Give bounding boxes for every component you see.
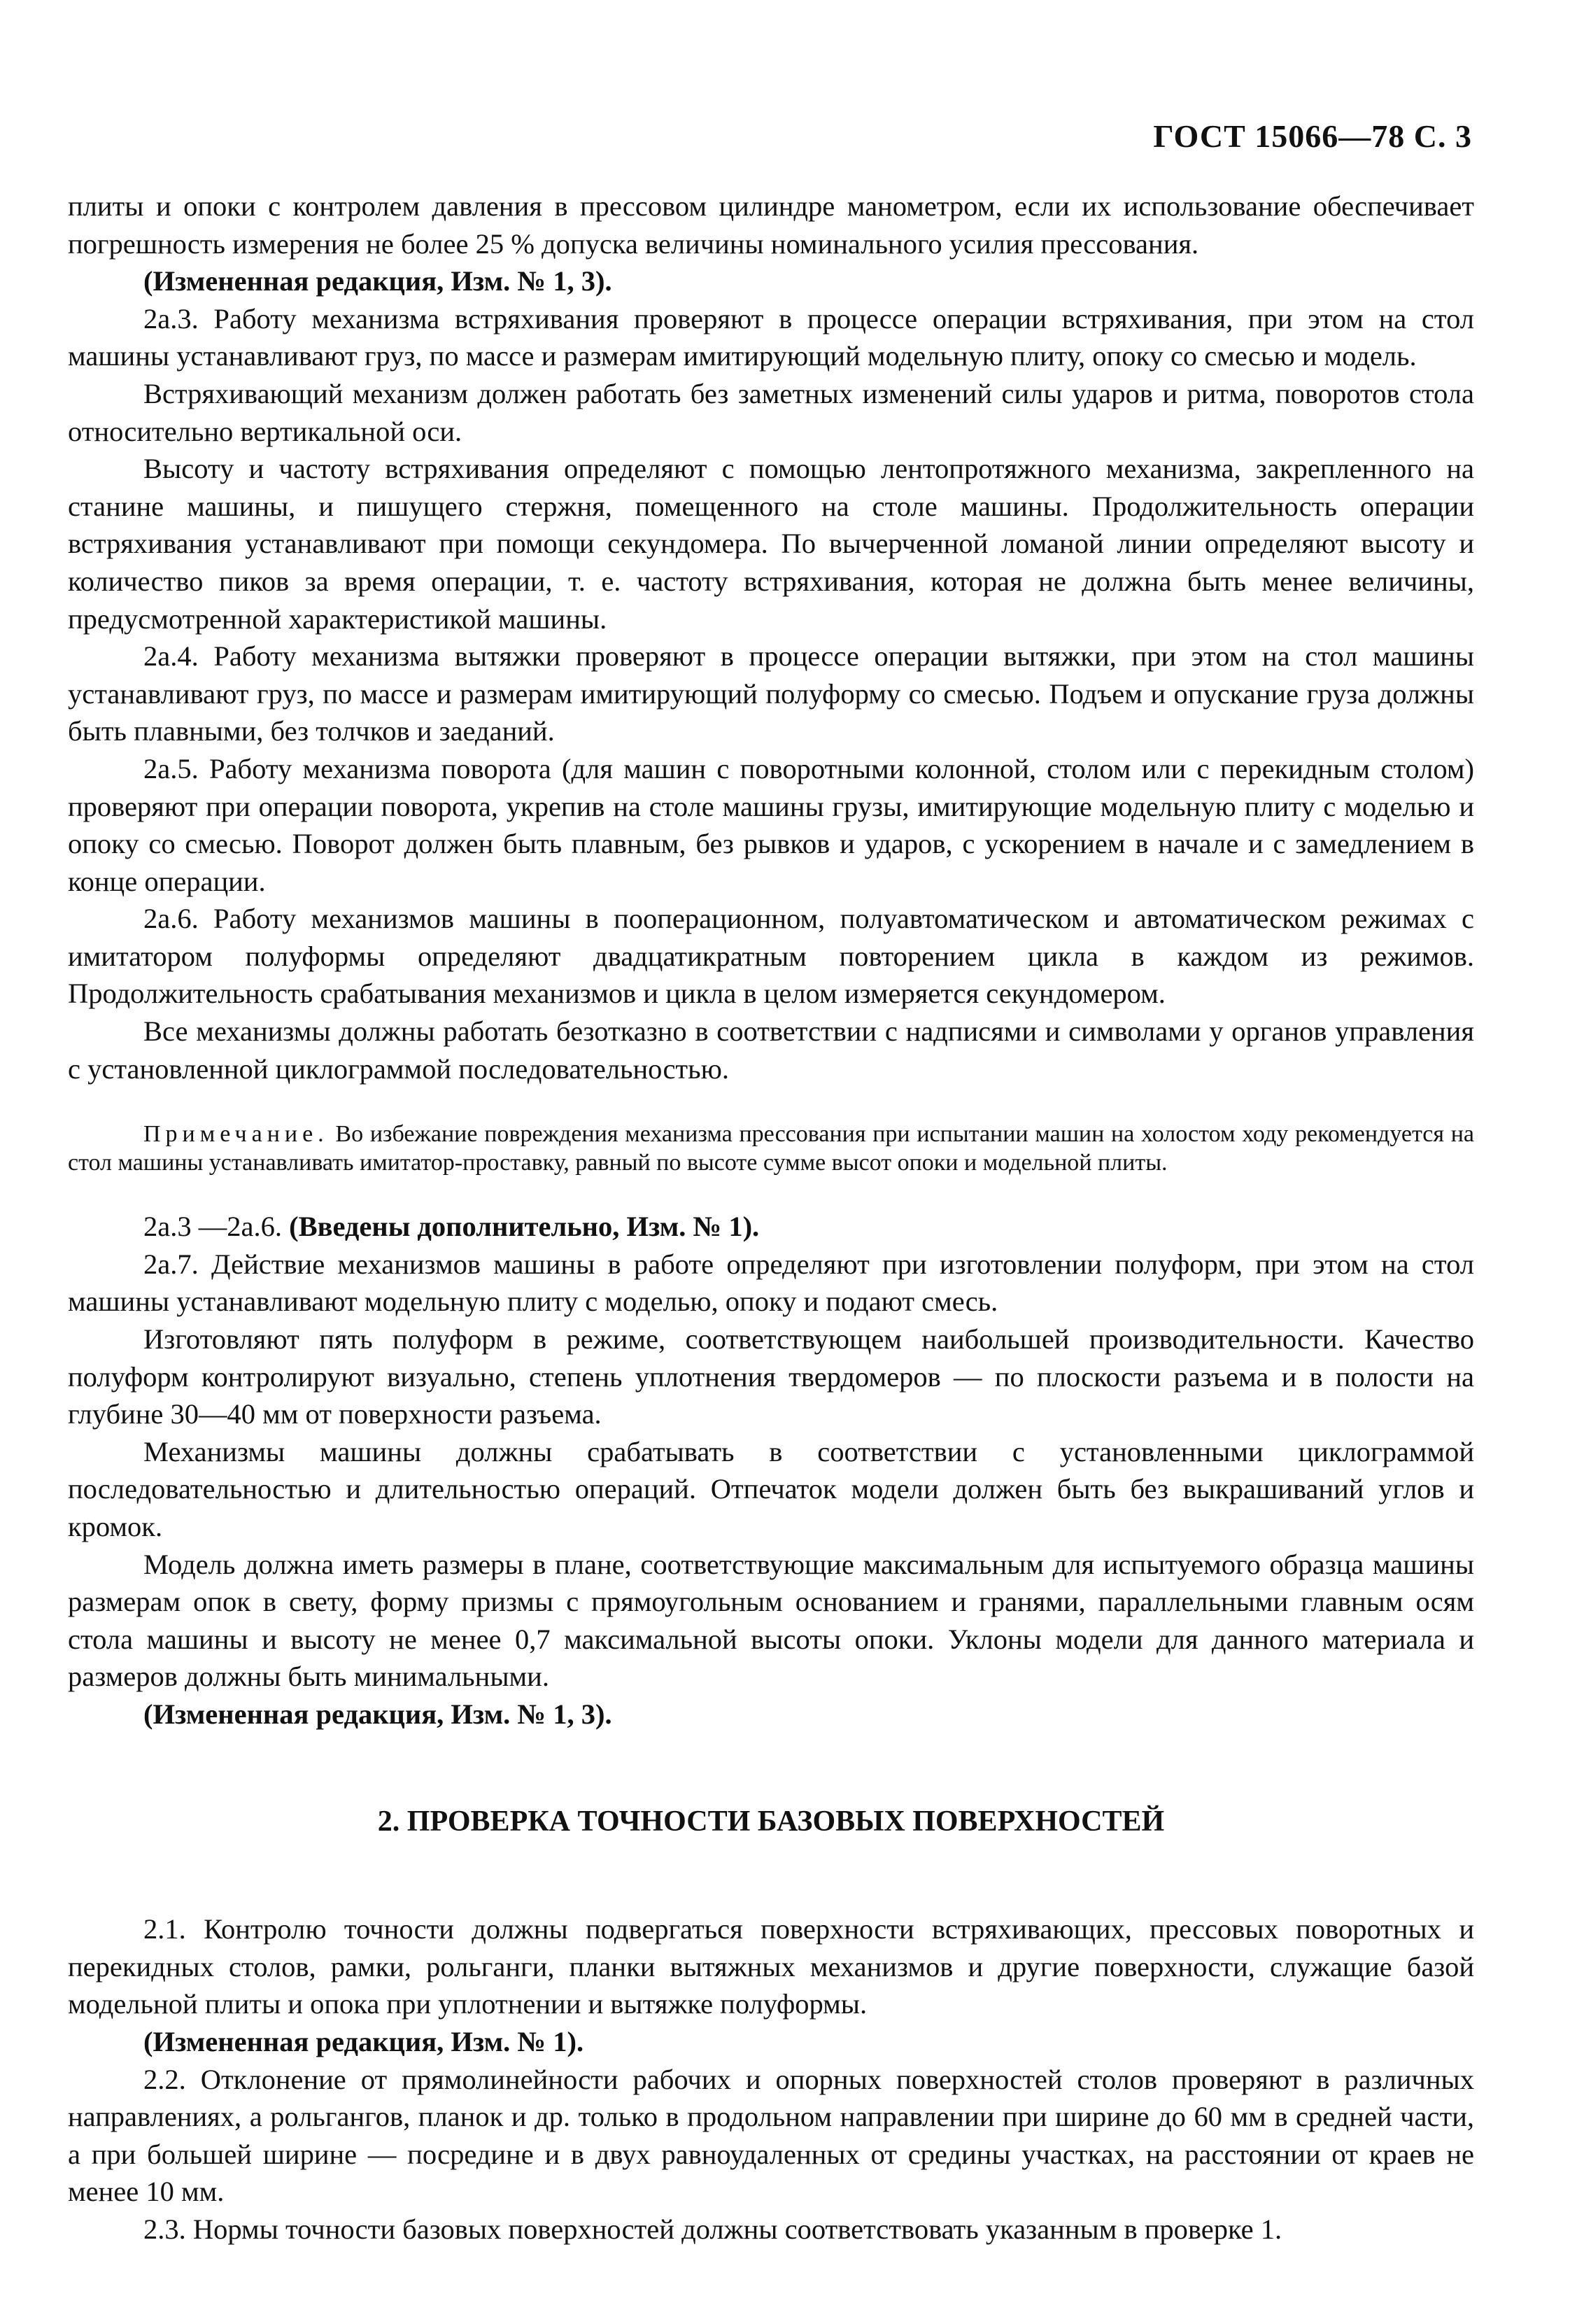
paragraph: 2а.7. Действие механизмов машины в работе определяют при изготовлении полуформ, при этом на стол машины устанавливают модельную плиту с моделью, опоку и подают смесь. bbox=[68, 1248, 1474, 1318]
edition-note: (Измененная редакция, Изм. № 1). bbox=[143, 2025, 584, 2057]
paragraph: 2.1. Контролю точности должны подвергаться поверхности встряхивающих, прессовых поворотных и перекидных столов, рамки, рольганги, планки вытяжных механизмов и другие поверхности, служащие базой модельной плиты и опока при уплотнении и вытяжке полуформы. bbox=[68, 1913, 1474, 2020]
paragraph: 2а.6. Работу механизмов машины в пооперационном, полуавтоматическом и автоматическом режимах с имитатором полуформы определяют двадцатикратным повторением цикла в каждом из режимов. Продолжительность срабатывания механизмов и цикла в целом измеряется секундомером. bbox=[68, 903, 1474, 1010]
note-label: Примечание. bbox=[143, 1121, 329, 1148]
intro-prefix: 2а.3 —2а.6. bbox=[143, 1211, 290, 1243]
edition-note: (Измененная редакция, Изм. № 1, 3). bbox=[143, 265, 612, 297]
paragraph: Механизмы машины должны срабатывать в соответствии с установленными циклограммой последовательностью и длительностью операций. Отпечаток модели должен быть без выкрашиваний углов и кромок. bbox=[68, 1435, 1474, 1542]
paragraph: Модель должна иметь размеры в плане, соответствующие максимальным для испытуемого образца машины размерам опок в свету, форму призмы с прямоугольным основанием и гранями, параллельными главным осям стола машины и высоту не менее 0,7 максимальной высоты опоки. Уклоны модели для данного материала и размеров должны быть минимальными. bbox=[68, 1548, 1474, 1693]
paragraph: 2а.4. Работу механизма вытяжки проверяют в процессе операции вытяжки, при этом на стол машины устанавливают груз, по массе и размерам имитирующий полуформу со смесью. Подъем и опускание груза должны быть плавными, без толчков и заеданий. bbox=[68, 640, 1474, 747]
document-body bbox=[68, 188, 1474, 2248]
intro-line bbox=[68, 1208, 1474, 1246]
note-text: Во избежание повреждения механизма прессования при испытании машин на холостом ходу рекомендуется на стол машины устанавливать имитатор-проставку, равный по высоте сумме высот опоки и модельной плиты. bbox=[68, 1121, 1474, 1176]
paragraph: 2.3. Нормы точности базовых поверхностей должны соответствовать указанным в проверке 1. bbox=[143, 2213, 1282, 2245]
paragraph: Встряхивающий механизм должен работать без заметных изменений силы ударов и ритма, поворотов стола относительно вертикальной оси. bbox=[68, 377, 1474, 447]
paragraph: 2.2. Отклонение от прямолинейности рабочих и опорных поверхностей столов проверяют в различных направлениях, а рольгангов, планок и др. только в продольном направлении при ширине до 60 мм в средней части, а при большей ширине — посредине и в двух равноудаленных от средины участках, на расстоянии от краев не менее 10 мм. bbox=[68, 2063, 1474, 2208]
paragraph: Изготовляют пять полуформ в режиме, соответствующем наибольшей производительности. Качество полуформ контролируют визуально, степень уплотнения твердомеров — по плоскости разъема и в полости на глубине 30—40 мм от поверхности разъема. bbox=[68, 1323, 1474, 1430]
page-header: ГОСТ 15066—78 С. 3 bbox=[1153, 118, 1472, 154]
section-title: 2. ПРОВЕРКА ТОЧНОСТИ БАЗОВЫХ ПОВЕРХНОСТЕЙ bbox=[377, 1805, 1165, 1838]
edition-note: (Измененная редакция, Изм. № 1, 3). bbox=[143, 1698, 612, 1730]
paragraph: плиты и опоки с контролем давления в прессовом цилиндре манометром, если их использование обеспечивает погрешность измерения не более 25 % допуска величины номинального усилия прессования. bbox=[68, 190, 1474, 260]
note bbox=[68, 1120, 1474, 1177]
paragraph: 2а.5. Работу механизма поворота (для машин с поворотными колонной, столом или с перекидным столом) проверяют при операции поворота, укрепив на столе машины грузы, имитирующие модельную плиту с моделью и опоку со смесью. Поворот должен быть плавным, без рывков и ударов, с ускорением в начале и с замедлением в конце операции. bbox=[68, 752, 1474, 897]
paragraph: Высоту и частоту встряхивания определяют с помощью лентопротяжного механизма, закрепленного на станине машины, и пишущего стержня, помещенного на столе машины. Продолжительность операции встряхивания устанавливают при помощи секундомера. По вычерченной ломаной линии определяют высоту и количество пиков за время операции, т. е. частоту встряхивания, которая не должна быть менее величины, предусмотренной характеристикой машины. bbox=[68, 453, 1474, 635]
paragraph: 2а.3. Работу механизма встряхивания проверяют в процессе операции встряхивания, при этом на стол машины устанавливают груз, по массе и размерам имитирующий модельную плиту, опоку со смесью и модель. bbox=[68, 302, 1474, 372]
paragraph: Все механизмы должны работать безотказно в соответствии с надписями и символами у органов управления с установленной циклограммой последовательностью. bbox=[68, 1015, 1474, 1085]
intro-bold: (Введены дополнительно, Изм. № 1). bbox=[289, 1211, 760, 1243]
